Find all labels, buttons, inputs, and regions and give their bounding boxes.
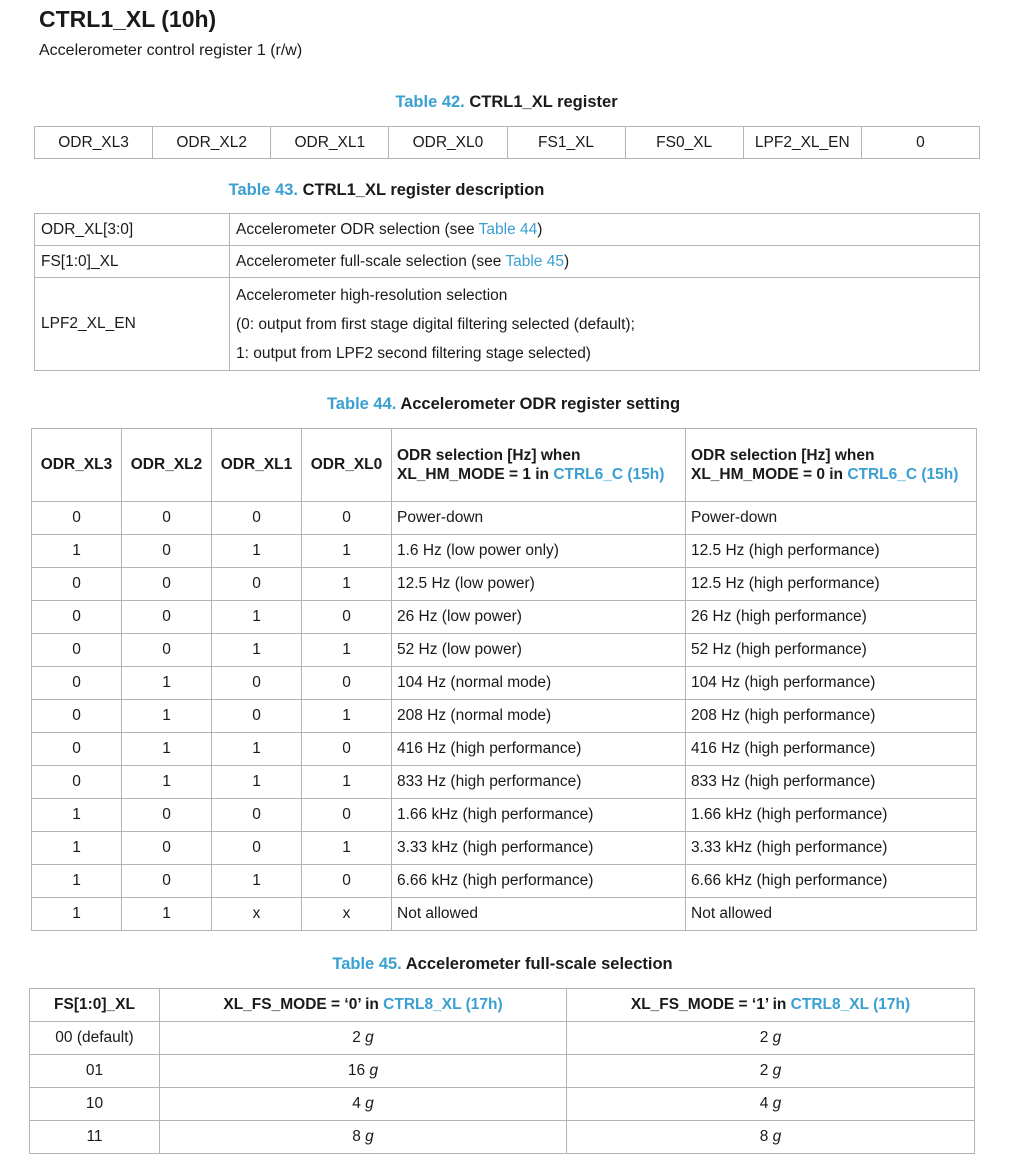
bit-value-cell: x (212, 898, 302, 931)
bit-value-cell: 1 (302, 832, 392, 865)
table-row (32, 535, 977, 568)
bit-value-cell: 0 (32, 568, 122, 601)
table-row (32, 568, 977, 601)
table44-header-row (32, 429, 977, 502)
bit-value-cell: 0 (32, 766, 122, 799)
bit-value-cell: 0 (302, 601, 392, 634)
table-row (32, 502, 977, 535)
fullscale-cell (160, 1055, 567, 1088)
bit-value-cell: 1 (32, 799, 122, 832)
fs-code-cell: 01 (30, 1055, 160, 1088)
bit-value-cell: 1 (122, 898, 212, 931)
odr-value-cell: 833 Hz (high performance) (686, 766, 977, 799)
bit-value-cell: 0 (32, 502, 122, 535)
bit-value-cell: 1 (32, 865, 122, 898)
bit-value-cell: 0 (212, 667, 302, 700)
bit-value-cell: 1 (302, 568, 392, 601)
fullscale-cell (160, 1121, 567, 1154)
fullscale-value: 2 (759, 1062, 769, 1079)
page-subtitle: Accelerometer control register 1 (r/w) (39, 42, 303, 59)
odr-value-cell: 12.5 Hz (high performance) (686, 535, 977, 568)
bit-value-cell: 1 (212, 535, 302, 568)
table44-header-bit: ODR_XL1 (212, 429, 302, 502)
bit-value-cell: 1 (302, 700, 392, 733)
odr-value-cell: 12.5 Hz (low power) (392, 568, 686, 601)
lpf2-desc-line: Accelerometer high-resolution selection (236, 286, 508, 304)
bit-value-cell: 1 (212, 634, 302, 667)
table44 (31, 428, 977, 931)
table44-header-bit: ODR_XL0 (302, 429, 392, 502)
odr-value-cell: 6.66 kHz (high performance) (392, 865, 686, 898)
bit-cell: 0 (861, 127, 979, 159)
table43-field: LPF2_XL_EN (35, 278, 230, 371)
bit-value-cell: 0 (302, 667, 392, 700)
bit-value-cell: 0 (212, 700, 302, 733)
bit-value-cell: 1 (212, 766, 302, 799)
table45-header-mode1 (567, 989, 975, 1022)
bit-cell: ODR_XL0 (389, 127, 507, 159)
fullscale-cell (567, 1088, 975, 1121)
odr-value-cell: 26 Hz (low power) (392, 601, 686, 634)
table44-header-bit: ODR_XL2 (122, 429, 212, 502)
fullscale-cell (160, 1022, 567, 1055)
bit-cell: LPF2_XL_EN (743, 127, 861, 159)
unit-g: g (772, 1062, 782, 1079)
table43 (34, 213, 980, 371)
bit-value-cell: 1 (122, 733, 212, 766)
bit-value-cell: 0 (122, 568, 212, 601)
ctrl6c-link[interactable]: CTRL6_C (15h) (553, 466, 665, 483)
bit-value-cell: 0 (122, 535, 212, 568)
unit-g: g (365, 1095, 374, 1112)
bit-cell: ODR_XL1 (271, 127, 389, 159)
bit-value-cell: 0 (32, 601, 122, 634)
desc-tail: ) (563, 252, 570, 270)
table44-caption-text: Accelerometer ODR register setting (400, 395, 681, 413)
ctrl6c-link[interactable]: CTRL6_C (15h) (847, 466, 959, 483)
unit-g: g (772, 1029, 782, 1046)
table43-desc (230, 278, 980, 371)
odr-value-cell: 26 Hz (high performance) (686, 601, 977, 634)
bit-value-cell: x (302, 898, 392, 931)
odr-value-cell: 208 Hz (high performance) (686, 700, 977, 733)
lpf2-desc-line: 1: output from LPF2 second filtering stage selected) (236, 344, 591, 362)
odr-value-cell: 1.66 kHz (high performance) (392, 799, 686, 832)
table-row (32, 766, 977, 799)
fs-code-cell: 11 (30, 1121, 160, 1154)
bit-value-cell: 0 (32, 667, 122, 700)
table45-caption-number[interactable]: Table 45. (332, 955, 402, 973)
bit-value-cell: 0 (302, 733, 392, 766)
lpf2-desc-line: (0: output from first stage digital filtering selected (default); (236, 315, 635, 333)
bit-cell: FS1_XL (507, 127, 625, 159)
unit-g: g (369, 1062, 379, 1079)
table43-desc (230, 214, 980, 246)
fullscale-value: 2 (352, 1029, 361, 1046)
fullscale-value: 16 (347, 1062, 366, 1079)
bit-value-cell: 1 (122, 667, 212, 700)
bit-value-cell: 0 (122, 502, 212, 535)
table-row (32, 634, 977, 667)
odr-value-cell: 416 Hz (high performance) (686, 733, 977, 766)
desc-text: Accelerometer ODR selection (see (236, 220, 479, 238)
odr-value-cell: 12.5 Hz (high performance) (686, 568, 977, 601)
fullscale-value: 8 (352, 1128, 361, 1145)
bit-cell: FS0_XL (625, 127, 743, 159)
bit-value-cell: 0 (122, 832, 212, 865)
bit-cell: ODR_XL3 (35, 127, 153, 159)
table43-row (35, 214, 980, 246)
odr-value-cell: 1.6 Hz (low power only) (392, 535, 686, 568)
bit-value-cell: 1 (122, 766, 212, 799)
mode1-head-text: XL_FS_MODE = ‘1’ in (630, 996, 791, 1013)
bit-value-cell: 0 (32, 634, 122, 667)
table-row (32, 832, 977, 865)
unit-g: g (772, 1128, 782, 1145)
fullscale-cell (567, 1121, 975, 1154)
page-title: CTRL1_XL (10h) (39, 6, 217, 32)
unit-g: g (365, 1128, 374, 1145)
bit-value-cell: 0 (302, 865, 392, 898)
bit-value-cell: 0 (122, 865, 212, 898)
table43-field: FS[1:0]_XL (35, 246, 230, 278)
odr-value-cell: Not allowed (686, 898, 977, 931)
table42-caption (34, 93, 979, 112)
desc-text: Accelerometer full-scale selection (see (236, 252, 506, 270)
bit-value-cell: 1 (212, 601, 302, 634)
odr-value-cell: 52 Hz (low power) (392, 634, 686, 667)
fullscale-value: 4 (759, 1095, 769, 1112)
bit-value-cell: 1 (32, 898, 122, 931)
table44-header-hm1 (392, 429, 686, 502)
fs-code-cell: 10 (30, 1088, 160, 1121)
bit-value-cell: 0 (212, 502, 302, 535)
table45-caption-text: Accelerometer full-scale selection (405, 955, 673, 973)
table43-field: ODR_XL[3:0] (35, 214, 230, 246)
fullscale-value: 8 (759, 1128, 769, 1145)
fullscale-cell (567, 1055, 975, 1088)
odr-value-cell: 833 Hz (high performance) (392, 766, 686, 799)
table43-caption-number[interactable]: Table 43. (228, 181, 299, 199)
table-row (32, 601, 977, 634)
hm0-head-text: ODR selection [Hz] when XL_HM_MODE = 0 in (691, 447, 875, 483)
bit-value-cell: 1 (302, 535, 392, 568)
table43-caption (34, 181, 739, 200)
table-row (32, 667, 977, 700)
table43-desc (230, 246, 980, 278)
table43-row (35, 278, 980, 371)
table-row (30, 1022, 975, 1055)
odr-value-cell: 3.33 kHz (high performance) (392, 832, 686, 865)
odr-value-cell: Power-down (392, 502, 686, 535)
bit-value-cell: 0 (122, 601, 212, 634)
odr-value-cell: 6.66 kHz (high performance) (686, 865, 977, 898)
bit-value-cell: 0 (302, 799, 392, 832)
table42-row (35, 127, 980, 159)
bit-value-cell: 0 (302, 502, 392, 535)
odr-value-cell: 416 Hz (high performance) (392, 733, 686, 766)
table-row (30, 1088, 975, 1121)
bit-value-cell: 1 (302, 634, 392, 667)
odr-value-cell: 104 Hz (high performance) (686, 667, 977, 700)
table-row (30, 1055, 975, 1088)
table-link[interactable]: Table 45 (505, 252, 564, 270)
table-row (32, 733, 977, 766)
hm1-head-text: ODR selection [Hz] when XL_HM_MODE = 1 in (397, 447, 581, 483)
fullscale-value: 2 (759, 1029, 769, 1046)
table44-header-bit: ODR_XL3 (32, 429, 122, 502)
fullscale-cell (567, 1022, 975, 1055)
bit-value-cell: 0 (212, 568, 302, 601)
bit-value-cell: 0 (32, 733, 122, 766)
unit-g: g (772, 1095, 782, 1112)
table-row (32, 799, 977, 832)
bit-value-cell: 1 (32, 832, 122, 865)
table43-row (35, 246, 980, 278)
bit-cell: ODR_XL2 (153, 127, 271, 159)
table45-caption (30, 955, 975, 974)
bit-value-cell: 0 (122, 634, 212, 667)
odr-value-cell: 52 Hz (high performance) (686, 634, 977, 667)
odr-value-cell: 3.33 kHz (high performance) (686, 832, 977, 865)
bit-value-cell: 0 (122, 799, 212, 832)
bit-value-cell: 0 (212, 799, 302, 832)
table-row (32, 865, 977, 898)
table43-caption-text: CTRL1_XL register description (302, 181, 545, 199)
table45-header-mode0 (160, 989, 567, 1022)
bit-value-cell: 1 (32, 535, 122, 568)
fs-code-cell: 00 (default) (30, 1022, 160, 1055)
odr-value-cell: 208 Hz (normal mode) (392, 700, 686, 733)
fullscale-cell (160, 1088, 567, 1121)
bit-value-cell: 0 (32, 700, 122, 733)
table45-header-fs: FS[1:0]_XL (30, 989, 160, 1022)
odr-value-cell: Power-down (686, 502, 977, 535)
table45 (29, 988, 975, 1154)
table-link[interactable]: Table 44 (478, 220, 538, 238)
desc-tail: ) (537, 220, 543, 238)
mode0-head-text: XL_FS_MODE = ‘0’ in (223, 996, 384, 1013)
odr-value-cell: 104 Hz (normal mode) (392, 667, 686, 700)
ctrl8xl-link[interactable]: CTRL8_XL (17h) (383, 996, 503, 1013)
unit-g: g (365, 1029, 374, 1046)
bit-value-cell: 1 (212, 865, 302, 898)
odr-value-cell: 1.66 kHz (high performance) (686, 799, 977, 832)
table-row (32, 700, 977, 733)
table44-caption (30, 395, 977, 414)
fullscale-value: 4 (352, 1095, 361, 1112)
bit-value-cell: 0 (212, 832, 302, 865)
table42-caption-number[interactable]: Table 42. (395, 93, 465, 111)
table45-header-row (30, 989, 975, 1022)
table42-caption-text: CTRL1_XL register (469, 93, 618, 111)
table42 (34, 126, 980, 159)
table44-header-hm0 (686, 429, 977, 502)
odr-value-cell: Not allowed (392, 898, 686, 931)
table44-caption-number[interactable]: Table 44. (326, 395, 397, 413)
bit-value-cell: 1 (302, 766, 392, 799)
ctrl8xl-link[interactable]: CTRL8_XL (17h) (790, 996, 911, 1013)
table-row (32, 898, 977, 931)
bit-value-cell: 1 (122, 700, 212, 733)
table-row (30, 1121, 975, 1154)
bit-value-cell: 1 (212, 733, 302, 766)
